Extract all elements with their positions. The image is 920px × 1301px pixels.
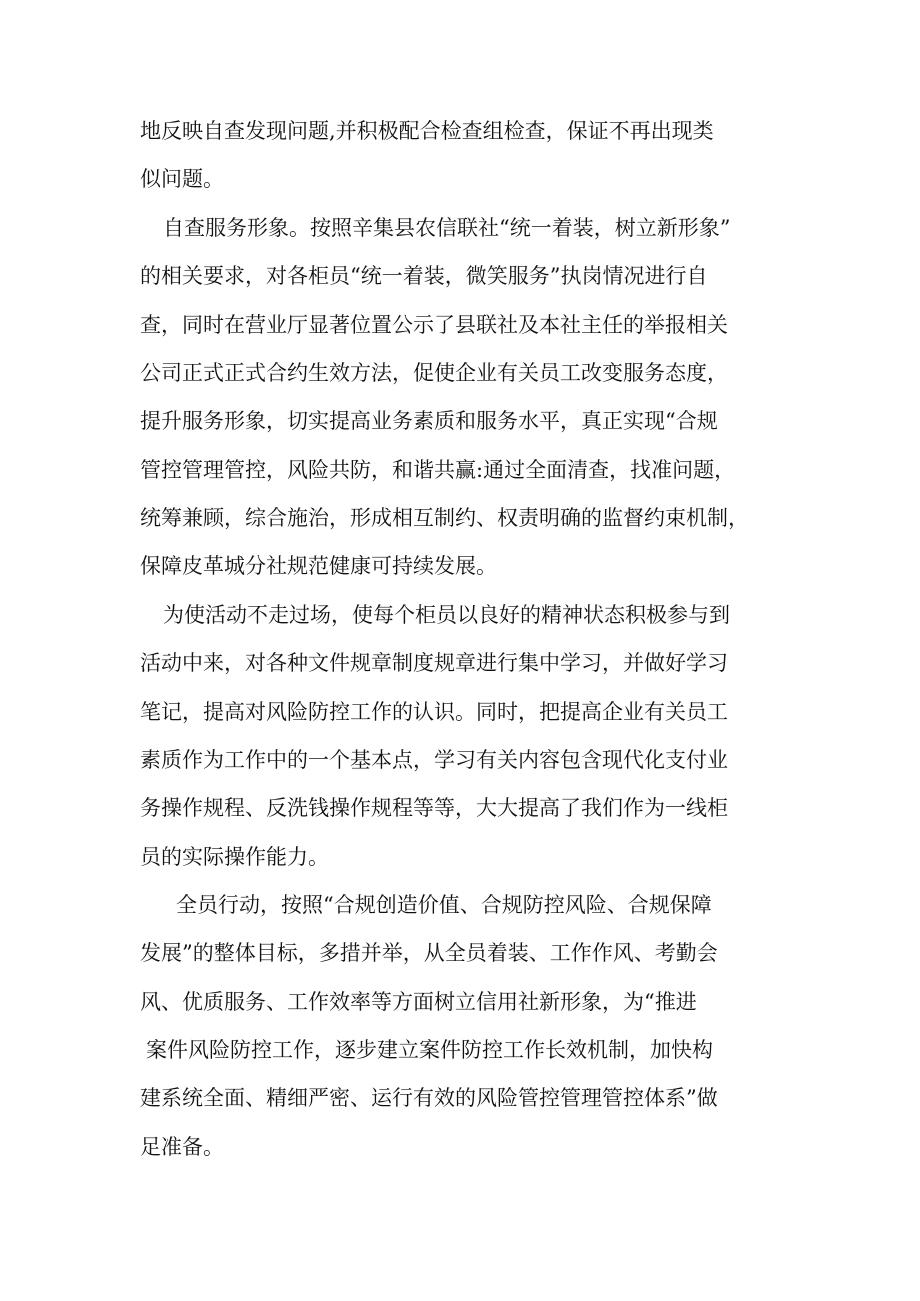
text-line: 保障皮革城分社规范健康可持续发展。 bbox=[140, 554, 497, 578]
text-line: 建系统全面、精细严密、运行有效的风险管控管理管控体系”做 bbox=[140, 1086, 718, 1110]
text-line: 地反映自查发现问题,并积极配合检查组检查，保证不再出现类 bbox=[140, 119, 714, 143]
text-line: 风、优质服务、工作效率等方面树立信用社新形象，为“推进 bbox=[140, 990, 697, 1014]
text-line: 笔记，提高对风险防控工作的认识。同时，把提高企业有关员工 bbox=[140, 700, 728, 724]
text-line: 务操作规程、反洗钱操作规程等等，大大提高了我们作为一线柜 bbox=[140, 796, 728, 820]
text-line: 自查服务形象。按照辛集县农信联社“统一着装，树立新形象” bbox=[163, 216, 731, 240]
text-line: 员的实际操作能力。 bbox=[140, 845, 329, 869]
text-line: 管控管理管控，风险共防，和谐共赢:通过全面清查，找准问题， bbox=[140, 458, 736, 482]
text-line: 查，同时在营业厅显著位置公示了县联社及本社主任的举报相关 bbox=[140, 313, 728, 337]
text-line: 素质作为工作中的一个基本点，学习有关内容包含现代化支付业 bbox=[140, 748, 728, 772]
text-line: 似问题。 bbox=[140, 167, 224, 191]
text-line: 提升服务形象，切实提高业务素质和服务水平，真正实现“合规 bbox=[140, 409, 718, 433]
text-line: 活动中来，对各种文件规章制度规章进行集中学习，并做好学习 bbox=[140, 651, 728, 675]
text-line: 发展”的整体目标，多措并举，从全员着装、工作作风、考勤会 bbox=[140, 941, 718, 965]
text-line: 的相关要求，对各柜员“统一着装，微笑服务”执岗情况进行自 bbox=[140, 264, 708, 288]
text-line: 为使活动不走过场，使每个柜员以良好的精神状态积极参与到 bbox=[163, 603, 730, 627]
text-line: 公司正式正式合约生效方法，促使企业有关员工改变服务态度， bbox=[140, 361, 728, 385]
text-line: 案件风险防控工作，逐步建立案件防控工作长效机制，加快构 bbox=[146, 1038, 713, 1062]
text-line: 统筹兼顾，综合施治，形成相互制约、权责明确的监督约束机制， bbox=[140, 506, 749, 530]
text-line: 全员行动，按照“合规创造价值、合规防控风险、合规保障 bbox=[176, 893, 712, 917]
text-line: 足准备。 bbox=[140, 1135, 224, 1159]
